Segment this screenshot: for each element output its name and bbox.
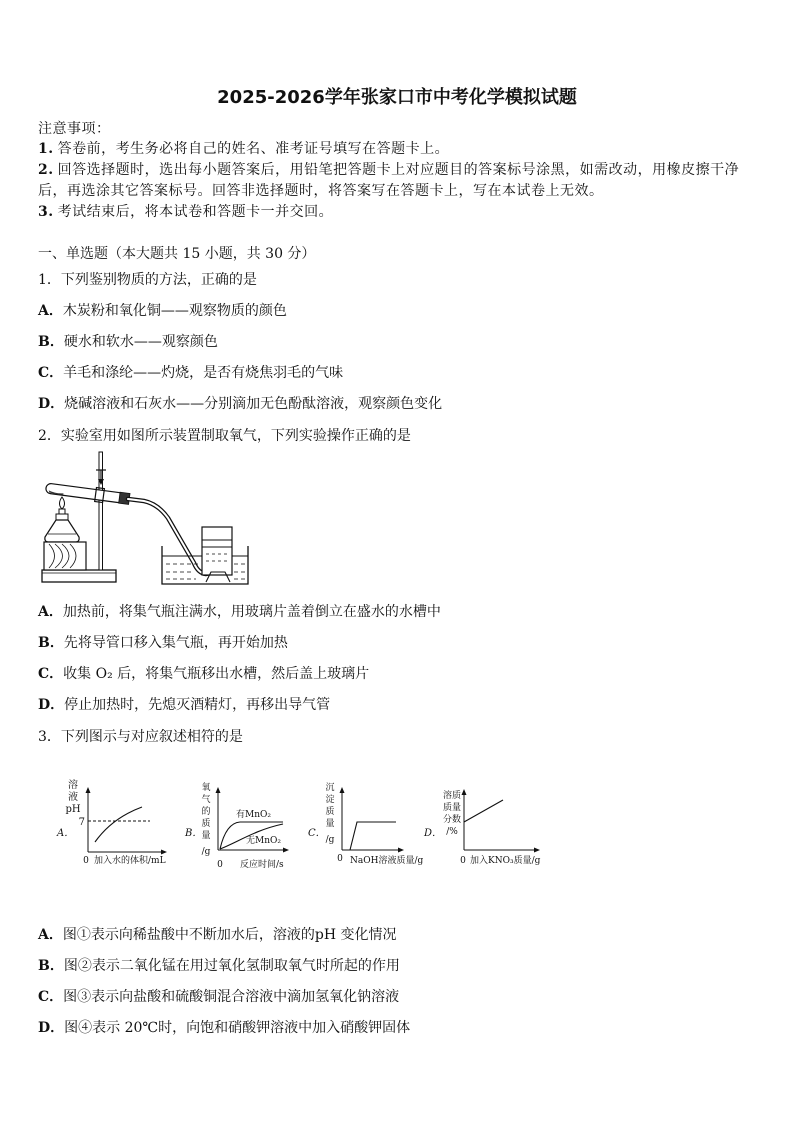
graph-x-label: 加入KNO₃质量/g — [470, 856, 541, 866]
flame-icon — [60, 497, 65, 509]
option-label: D． — [38, 697, 65, 713]
gas-collecting-jar — [202, 527, 232, 575]
graph-y-label: 液 — [68, 792, 78, 803]
lamp-wick — [59, 509, 65, 514]
question-text: 下列鉴别物质的方法，正确的是 — [60, 272, 257, 288]
graph-x-label: 加入水的体积/mL — [94, 856, 166, 866]
graph-a — [56, 778, 167, 866]
graph-panel-label: A． — [57, 828, 75, 839]
graph-x-label: NaOH溶液质量/g — [350, 856, 424, 866]
question-3-option-d — [38, 1018, 410, 1038]
alcohol-lamp — [45, 520, 79, 542]
question-1-stem — [38, 270, 257, 290]
option-text: 烧碱溶液和石灰水——分别滴加无色酚酞溶液，观察颜色变化 — [64, 396, 443, 412]
graph-c — [308, 782, 424, 866]
graph-y-label: 质 — [325, 807, 335, 817]
graph-curve-label: 无MnO₂ — [246, 836, 281, 846]
axis-arrow-icon — [216, 787, 221, 793]
question-number: 1． — [38, 272, 61, 288]
axis-arrow-icon — [462, 789, 467, 795]
graph-y-label: 量 — [325, 819, 335, 829]
axis-arrow-icon — [161, 850, 167, 855]
option-label: D． — [38, 396, 65, 412]
graph-curve — [342, 822, 396, 850]
question-3-option-b — [38, 956, 400, 976]
graph-b — [184, 781, 289, 870]
graph-origin-label: 0 — [337, 854, 343, 864]
graph-y-label: 质量 — [442, 803, 462, 813]
question-2-option-d — [38, 695, 330, 715]
notice-item-text: 答卷前，考生务必将自己的姓名、准考证号填写在答题卡上。 — [57, 141, 450, 157]
notice-item-number: 3. — [38, 204, 54, 220]
question-1-option-a — [38, 301, 287, 321]
option-text: 图④表示 20℃时，向饱和硝酸钾溶液中加入硝酸钾固体 — [64, 1020, 411, 1036]
option-text: 木炭粉和氧化铜——观察物质的颜色 — [62, 303, 287, 319]
graph-y-label: 氧 — [201, 783, 211, 793]
graph-y-label: 分数 — [442, 815, 462, 825]
question-text: 下列图示与对应叙述相符的是 — [60, 729, 243, 745]
option-label: C． — [38, 666, 64, 682]
notice-item-number: 1. — [38, 141, 54, 157]
question-2-option-c — [38, 664, 369, 684]
axis-arrow-icon — [86, 787, 91, 793]
graph-y-label: 气 — [201, 795, 211, 805]
notice-item-number: 2. — [38, 162, 54, 178]
graph-curve — [464, 800, 503, 822]
option-label: B． — [38, 958, 64, 974]
question-1-option-b — [38, 332, 218, 352]
test-tube-assembly — [45, 481, 130, 506]
question-2-option-b — [38, 633, 288, 653]
option-label: A． — [38, 927, 63, 943]
option-text: 先将导管口移入集气瓶，再开始加热 — [63, 635, 288, 651]
option-label: A． — [38, 303, 63, 319]
option-label: A． — [38, 604, 63, 620]
notice-item-1 — [38, 139, 449, 159]
graph-panel-label: C． — [308, 828, 326, 839]
notice-item-2 — [38, 160, 758, 202]
option-label: C． — [38, 365, 64, 381]
graph-y-label: 淀 — [325, 795, 335, 805]
graph-x-label: 反应时间/s — [240, 860, 284, 870]
section-heading: 一、单选题（本大题共 15 小题，共 30 分） — [38, 246, 316, 262]
question-3-option-c — [38, 987, 399, 1007]
graph-y-label: /% — [446, 827, 458, 837]
graph-y-label: 的 — [201, 807, 211, 817]
question-2-stem — [38, 426, 411, 446]
notice-item-text: 回答选择题时，选出每小题答案后，用铅笔把答题卡上对应题目的答案标号涂黑，如需改动，用橡皮擦干净后，再选涂其它答案标号。回答非选择题时，将答案写在答题卡上，写在本试卷上无效。 — [38, 162, 740, 199]
page-title: 2025-2026学年张家口市中考化学模拟试题 — [217, 87, 577, 108]
option-text: 图③表示向盐酸和硫酸铜混合溶液中滴加氢氧化钠溶液 — [63, 989, 400, 1005]
option-text: 硬水和软水——观察颜色 — [63, 334, 218, 350]
graph-y-label: 溶质 — [442, 791, 462, 801]
notice-heading: 注意事项： — [38, 121, 111, 137]
graph-origin-label: 0 — [217, 860, 223, 870]
oxygen-apparatus-figure — [36, 448, 256, 590]
axis-arrow-icon — [398, 848, 404, 853]
notice-item-text: 考试结束后，将本试卷和答题卡一并交回。 — [57, 204, 334, 220]
axis-arrow-icon — [340, 787, 345, 793]
graph-y-label: 量 — [201, 831, 211, 841]
graph-y-label: /g — [201, 847, 211, 857]
wooden-block — [44, 542, 86, 570]
option-text: 图②表示二氧化锰在用过氧化氢制取氧气时所起的作用 — [63, 958, 400, 974]
question-1-option-c — [38, 363, 343, 383]
graph-d — [423, 789, 541, 866]
option-label: D． — [38, 1020, 65, 1036]
option-text: 加热前，将集气瓶注满水，用玻璃片盖着倒立在盛水的水槽中 — [62, 604, 441, 620]
notice-item-3 — [38, 202, 333, 222]
graph-ref-tick-label: 7 — [78, 817, 85, 828]
option-text: 收集 O₂ 后，将集气瓶移出水槽，然后盖上玻璃片 — [63, 666, 370, 682]
question-3-option-a — [38, 925, 397, 945]
axis-arrow-icon — [283, 848, 289, 853]
graph-origin-label: 0 — [460, 856, 466, 866]
option-label: C． — [38, 989, 64, 1005]
option-text: 停止加热时，先熄灭酒精灯，再移出导气管 — [64, 697, 331, 713]
axis-arrow-icon — [534, 848, 540, 853]
graph-curve-label: 有MnO₂ — [236, 810, 271, 820]
option-label: B． — [38, 334, 64, 350]
question-number: 2． — [38, 428, 61, 444]
question-3-stem — [38, 727, 243, 747]
question-number: 3． — [38, 729, 61, 745]
stand-base — [42, 570, 116, 582]
question-3-graphs — [40, 770, 560, 878]
graph-y-label: pH — [65, 804, 81, 815]
question-2-option-a — [38, 602, 441, 622]
lamp-neck — [56, 514, 68, 520]
graph-y-label: /g — [325, 835, 335, 845]
graph-curve — [95, 807, 142, 842]
option-text: 图①表示向稀盐酸中不断加水后，溶液的pH 变化情况 — [62, 927, 397, 943]
graph-y-label: 沉 — [325, 783, 335, 793]
graph-origin-label: 0 — [83, 856, 89, 866]
question-1-option-d — [38, 394, 442, 414]
option-text: 羊毛和涤纶——灼烧，是否有烧焦羽毛的气味 — [63, 365, 344, 381]
graph-y-label: 溶 — [68, 780, 78, 791]
option-label: B． — [38, 635, 64, 651]
question-text: 实验室用如图所示装置制取氧气，下列实验操作正确的是 — [60, 428, 411, 444]
graph-panel-label: B． — [185, 828, 203, 839]
graph-y-label: 质 — [201, 819, 211, 829]
graph-panel-label: D． — [424, 828, 443, 839]
